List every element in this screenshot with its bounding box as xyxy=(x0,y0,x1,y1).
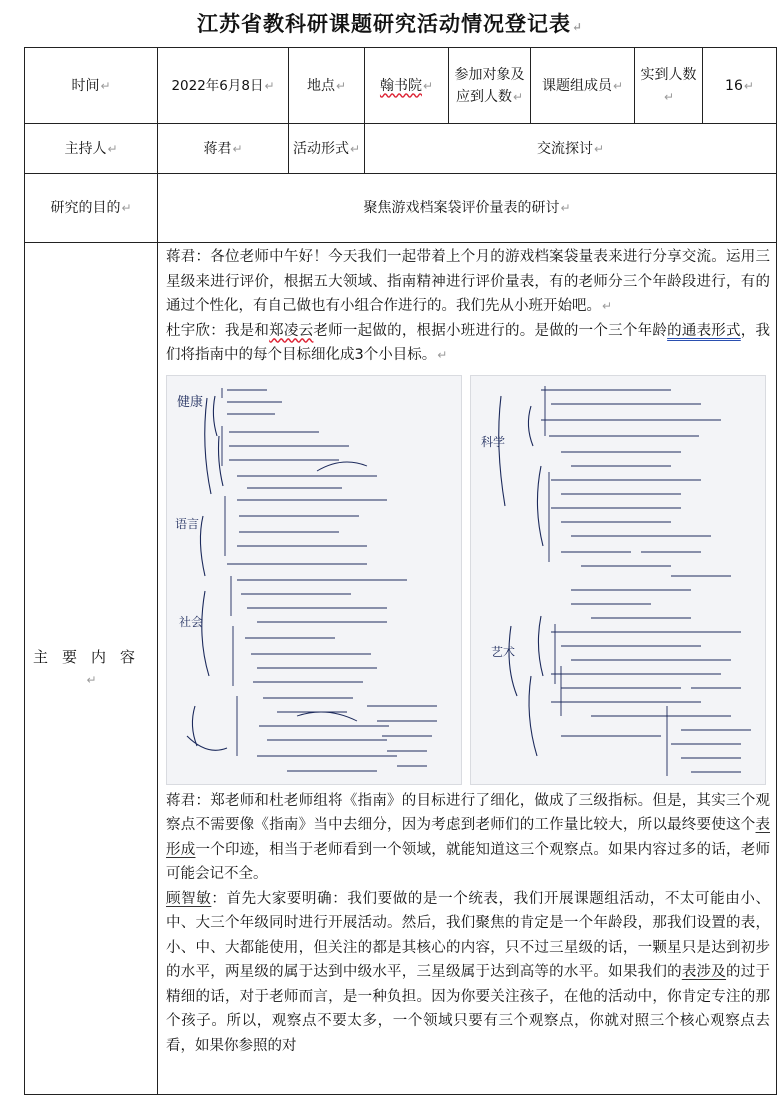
form-label-cell: 活动形式↵ xyxy=(289,124,365,174)
attended-label-cell: 实到人数↵ xyxy=(635,48,703,124)
mindmap-label-health: 健康 xyxy=(177,394,204,410)
content-body-cell xyxy=(158,243,777,1095)
registration-table xyxy=(24,47,777,1095)
document-title xyxy=(0,8,780,38)
mindmap-label-science: 科学 xyxy=(481,434,506,449)
place-value-cell: 翰书院↵ xyxy=(365,48,449,124)
paragraph-2: 杜宇欣：我是和郑凌云老师一起做的，根据小班进行的。是做的一个三个年龄的通表形式，我们将指南中的每个目标细化成3个小目标。↵ xyxy=(166,322,771,363)
mindmap-label-language: 语言 xyxy=(175,516,200,531)
place-label-cell: 地点↵ xyxy=(289,48,365,124)
content-label-cell: 主要内容↵ xyxy=(25,243,158,1095)
mindmap-label-social: 社会 xyxy=(179,614,204,629)
purpose-value-cell: 聚焦游戏档案袋评价量表的研讨↵ xyxy=(158,174,777,243)
purpose-label-cell: 研究的目的↵ xyxy=(25,174,158,243)
paragraph-1: 蒋君：各位老师中午好！今天我们一起带着上个月的游戏档案袋量表来进行分享交流。运用三星级来进行评价，根据五大领域、指南精神进行评价量表，有的老师分三个年龄段进行，有的通过个性化，有自己做也有小组合作进行的。我们先从小班开始吧。↵ xyxy=(166,249,770,314)
photo-mindmap-left xyxy=(166,375,462,785)
time-label-cell: 时间↵ xyxy=(25,48,158,124)
participants-value-cell: 课题组成员↵ xyxy=(531,48,635,124)
row-host xyxy=(25,124,777,174)
handwritten-mindmap-left xyxy=(167,376,461,784)
form-value-cell: 交流探讨↵ xyxy=(365,124,777,174)
paragraph-4: 顾智敏：首先大家要明确：我们要做的是一个统表，我们开展课题组活动，不太可能由小、中、大三个年级同时进行开展活动。然后，我们聚焦的肯定是一个年龄段，那我们设置的表，小、中、大都能使用，但关注的都是其核心的内容，只不过三星级的话，一颗星只是达到初步的水平，两星级的属于达到中级水平，三星级属于达到高等的水平。如果我们的表涉及的过于精细的话，对于老师而言，是一种负担。因为你要关注孩子，在他的活动中，你肯定专注的那个孩子。所以，观察点不要太多，一个领域只要有三个观察点，你就对照三个核心观察点去看，如果你参照的对 xyxy=(166,890,771,1054)
paragraph-3: 蒋君：郑老师和杜老师组将《指南》的目标进行了细化，做成了三级指标。但是，其实三个观察点不需要像《指南》当中去细分，因为考虑到老师们的工作量比较大，所以最终要使这个表形成一个印迹，相当于老师看到一个领域，就能知道这三个观察点。如果内容过多的话，老师可能会记不全。 xyxy=(166,792,771,882)
row-purpose xyxy=(25,174,777,243)
mindmap-label-art: 艺术 xyxy=(491,644,516,659)
participants-label-cell: 参加对象及应到人数↵ xyxy=(449,48,531,124)
handwritten-mindmap-right xyxy=(471,376,765,784)
row-content xyxy=(25,243,777,1095)
host-label-cell: 主持人↵ xyxy=(25,124,158,174)
attended-value-cell: 16↵ xyxy=(703,48,777,124)
time-value-cell: 2022年6月8日↵ xyxy=(158,48,289,124)
photo-row xyxy=(166,375,770,785)
host-value-cell: 蒋君↵ xyxy=(158,124,289,174)
title-text: 江苏省教科研课题研究活动情况登记表 xyxy=(196,11,571,36)
paragraph-mark: ↵ xyxy=(571,20,584,34)
row-time xyxy=(25,48,777,124)
photo-mindmap-right xyxy=(470,375,766,785)
